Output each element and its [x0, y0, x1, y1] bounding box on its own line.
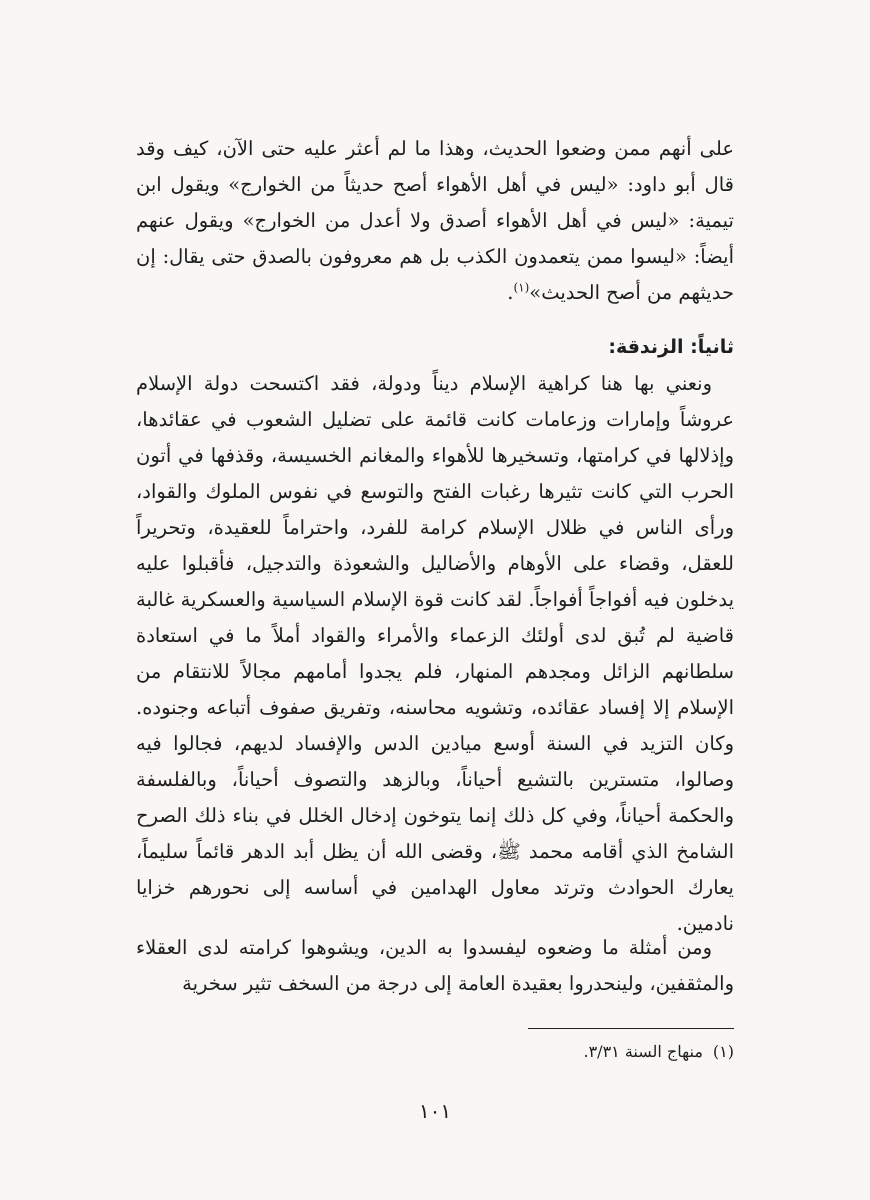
paragraph-1-text: على أنهم ممن وضعوا الحديث، وهذا ما لم أعثر عليه حتى الآن، كيف وقد قال أبو داود: «ليس في أهل الأهواء أصح حديثاً من الخوارج» ويقول ابن تيمية: «ليس في أهل الأهواء أصدق ولا أعدل من الخوارج» ويقول عنهم أيضاً: «ليسوا ممن يتعمدون الكذب بل هم معروفون بالصدق حتى يقال: إن حديثهم من أصح الحديث»	[136, 137, 734, 304]
paragraph-zandaqa	[136, 366, 734, 942]
page-number: ١٠١	[418, 1099, 452, 1123]
section-heading: ثانياً: الزندقة:	[608, 336, 734, 358]
footnote-divider	[528, 1028, 734, 1029]
paragraph-2-text: ونعني بها هنا كراهية الإسلام ديناً ودولة، فقد اكتسحت دولة الإسلام عروشاً وإمارات وزعامات كانت قائمة على تضليل الشعوب في عقائدها، وإذلالها في كرامتها، وتسخيرها للأهواء والمغانم الخسيسة، وقذفها في أتون الحرب التي كانت تثيرها رغبات الفتح والتوسع في نفوس الملوك والقواد، ورأى الناس في ظلال الإسلام كرامة للفرد، واحتراماً للعقيدة، وتحريراً للعقل، وقضاء على الأوهام والأضاليل والشعوذة والتدجيل، فأقبلوا عليه يدخلون فيه أفواجاً أفواجاً. لقد كانت قوة الإسلام السياسية والعسكرية غالبة قاضية لم تُبق لدى أولئك الزعماء والأمراء والقواد أملاً ما في استعادة سلطانهم الزائل ومجدهم المنهار، فلم يجدوا أمامهم مجالاً للانتقام من الإسلام إلا إفساد عقائده، وتشويه محاسنه، وتفريق صفوف أتباعه وجنوده. وكان التزيد في السنة أوسع ميادين الدس والإفساد لديهم، فجالوا فيه وصالوا، متسترين بالتشيع أحياناً، وبالزهد والتصوف أحياناً، وبالفلسفة والحكمة أحياناً، وفي كل ذلك إنما يتوخون إدخال الخلل في بناء ذلك الصرح الشامخ الذي أقامه محمد ﷺ، وقضى الله أن يظل أبد الدهر قائماً سليماً، يعارك الحوادث وترتد معاول الهدامين في أساسه إلى نحورهم خزايا نادمين.	[136, 372, 734, 935]
paragraph-quotes-on-khawarij	[136, 131, 734, 311]
paragraph-1-ending: .	[507, 281, 514, 304]
paragraph-examples	[136, 930, 734, 1002]
paragraph-3-text: ومن أمثلة ما وضعوه ليفسدوا به الدين، ويشوهوا كرامته لدى العقلاء والمثقفين، ولينحدروا بعقيدة العامة إلى درجة من السخف تثير سخرية	[136, 936, 734, 995]
footnote-number: (١)	[712, 1042, 734, 1061]
footnote-text: منهاج السنة ٣/٣١.	[583, 1042, 703, 1061]
footnote-reference: (١)	[513, 280, 530, 295]
footnote	[136, 1038, 734, 1066]
